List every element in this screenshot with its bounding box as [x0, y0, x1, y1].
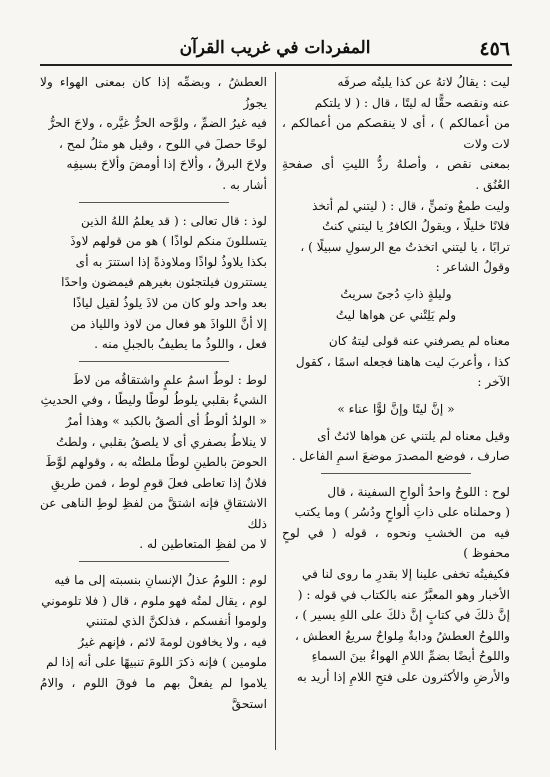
right-column [282, 72, 510, 688]
entry-line: الأخبار وهو المعبَّرُ عنه بالكتاب في قوله : ( [297, 587, 510, 602]
entry-line: لوذ : قال تعالى : ( قد يعلمُ اللهُ الذين [81, 213, 267, 228]
text-line: عنه ونقصه حقًّا له ليتًا ، قال : ( لا يلتكم [314, 95, 510, 110]
entry-line: لوح : اللوحُ واحدُ ألواحِ السفينة ، قال [327, 484, 510, 499]
entry-line: بكذا يلاوذُ لواذًا وملاوذةً إذا استترَ به أى [75, 254, 267, 269]
entry-line: « الولدُ ألوطُ أى ألصقُ بالكبد » وهذا أمرٌ [65, 413, 267, 428]
text-line: صارف ، فوضع المصدرَ موضعَ اسمِ الفاعل . [291, 449, 510, 464]
verse-line: وليلةٍ ذاتِ دُجىً سريتُ [340, 286, 452, 301]
entry-separator [79, 361, 229, 362]
text-line: كذا ، وأعربَ ليت هاهنا فجعله اسمًا ، كقول [295, 354, 510, 369]
entry-line: فيه ، ولا يخافون لومةَ لائم ، فإنهم غيرُ [78, 634, 267, 649]
text-line: معناه لم يصرفني عنه قولى ليتهُ كان [328, 334, 510, 349]
column-divider [275, 72, 276, 750]
text-line: فيه غيرُ الضمِّ ، ولوَّحه الحرُّ غيَّره ، ولاحَ الحرُّ [48, 116, 267, 131]
entry-line: فعل ، واللوذُ ما يطيفُ بالجبلِ منه . [94, 337, 267, 352]
running-title: المفردات في غريب القرآن [179, 38, 371, 58]
entry-line: واللوحُ أيضًا بضمِّ اللامِ الهواءُ بينَ السماءِ [311, 649, 510, 664]
entry-line: يستترون فيلتجئون بغيرهم فيمضون واحدًا [61, 275, 267, 290]
entry-line: ملومين ) فإنه ذكرَ اللومَ تنبيهًا على أنه إذا لم [46, 655, 267, 670]
entry-line: فكيفيتُه تخفى علينا إلا بقدرِ ما روى لنا في [301, 567, 510, 582]
text-line: العطشُ ، وبضمِّه إذا كان بمعنى الهواء ولا يجوزُ [40, 75, 267, 110]
entry-line: بعد واحد ولو كان من لاذَ يلوذُ لقيل لياذًا [72, 295, 267, 310]
entry-separator [79, 202, 229, 203]
text-line: من أعمالكم ) ، أى لا ينقصكم من أعمالكم ، لات ولات [282, 116, 510, 151]
entry-line: الحوضَ بالطينِ لوطًا ملطتُه به ، وقولهم لوَّطَ [45, 455, 267, 470]
entry-line: فيه من الخشبِ ونحوه ، قوله ( في لوحٍ محفوظ ) [282, 525, 510, 561]
left-column [40, 72, 267, 714]
entry-separator [321, 473, 471, 474]
entry-line: فلانٌ إذا تعاطى فعلَ قومِ لوط ، فمن طريقِ [50, 475, 267, 490]
verse-line: ولم يَلِتْني عن هواها ليتُ [335, 307, 457, 322]
entry-line: الشيءُ بقلبي يلوطُ لوطًا وليطًا ، وفي الحديثِ [40, 393, 267, 408]
page-header [40, 38, 510, 64]
entry-line: إنَّ ذلكَ في كتابٍ إنَّ ذلكَ على اللهِ يسير ) ، [294, 608, 510, 623]
entry-line: ( وحملناه على ذاتِ ألواحٍ ودُسُر ) وما يكتب [294, 505, 510, 520]
entry-line: لا من لفظِ المتعاطين له . [139, 537, 267, 552]
text-line: وقيل معناه لم يلتني عن هواها لائتٌ أى [317, 428, 510, 443]
entry-line: ولوموا أنفسكم ، فذلكنَّ الذي لمتنني [86, 614, 267, 629]
entry-line: لوم : اللومُ عذلُ الإنسانِ بنسبته إلى ما فيه [54, 573, 267, 588]
text-line: أشار به . [222, 177, 267, 192]
entry-line: واللوحُ العطشُ ودابةٌ مِلواحٌ سريعُ العطش ، [295, 628, 510, 643]
text-line: وقولُ الشاعر : [435, 260, 510, 275]
entry-line: لا ينلاطُ بصفري أى لا يلصقُ بقلبي ، ولطتُ [56, 434, 267, 449]
entry-line: لوم ، يقال لمتُه فهو ملوم ، قال ( فلا تلوموني [41, 593, 267, 608]
header-rule [40, 64, 512, 66]
entry-line: والأرضِ والأكثرون على فتحِ اللامِ إذا أريد به [296, 670, 510, 685]
text-line: ترابًا ، يا ليتني اتخذتُ مع الرسولِ سبيلًا ) ، [300, 239, 510, 254]
text-line: لوحًا حصلَ في اللوح ، وقيل هو مثلُ لمح ، [58, 136, 267, 151]
text-line: الآخر : [477, 375, 510, 390]
entry-line: لوط : لوطٌ اسمُ علمٍ واشتقاقُه من لاطَ [72, 372, 267, 387]
text-line: ولاحَ البرقُ ، وألاحَ إذا أومضَ وألاحَ بسيفِه [66, 157, 267, 172]
text-line: وليت طمعٌ وتمنٍّ ، قال : ( ليتني لم أتخذ [312, 198, 510, 213]
entry-line: يتسللونَ منكم لواذًا ) هو من قولهم لاوذَ [70, 234, 267, 249]
entry-line: إلا أنَّ اللواذَ هو فعال من لاوذ واللياذ من [70, 316, 267, 331]
entry-line: الاشتقاقِ فإنه اشتقَّ من لفظِ لوطِ الناهى عن ذلك [40, 496, 267, 531]
text-line: فلانًا خليلًا ، ويقولُ الكافرُ يا ليتني كنتُ [322, 219, 510, 234]
page-number: ٤٥٦ [479, 38, 510, 60]
entry-separator [79, 561, 229, 562]
text-line: بمعنى نقص ، وأصلهُ ردُّ الليتِ أى صفحةِ العُنُق . [282, 157, 510, 192]
quote-line: « إنَّ ليتًا وإنَّ لوًّا عناء » [337, 401, 455, 416]
text-line: ليت : يقالُ لاتهُ عن كذا يليتُه صرفَه [337, 75, 510, 89]
entry-line: يلاموا لم يفعلْ بهم ما فوقَ اللوم ، والامُ استحقَّ [40, 676, 267, 711]
